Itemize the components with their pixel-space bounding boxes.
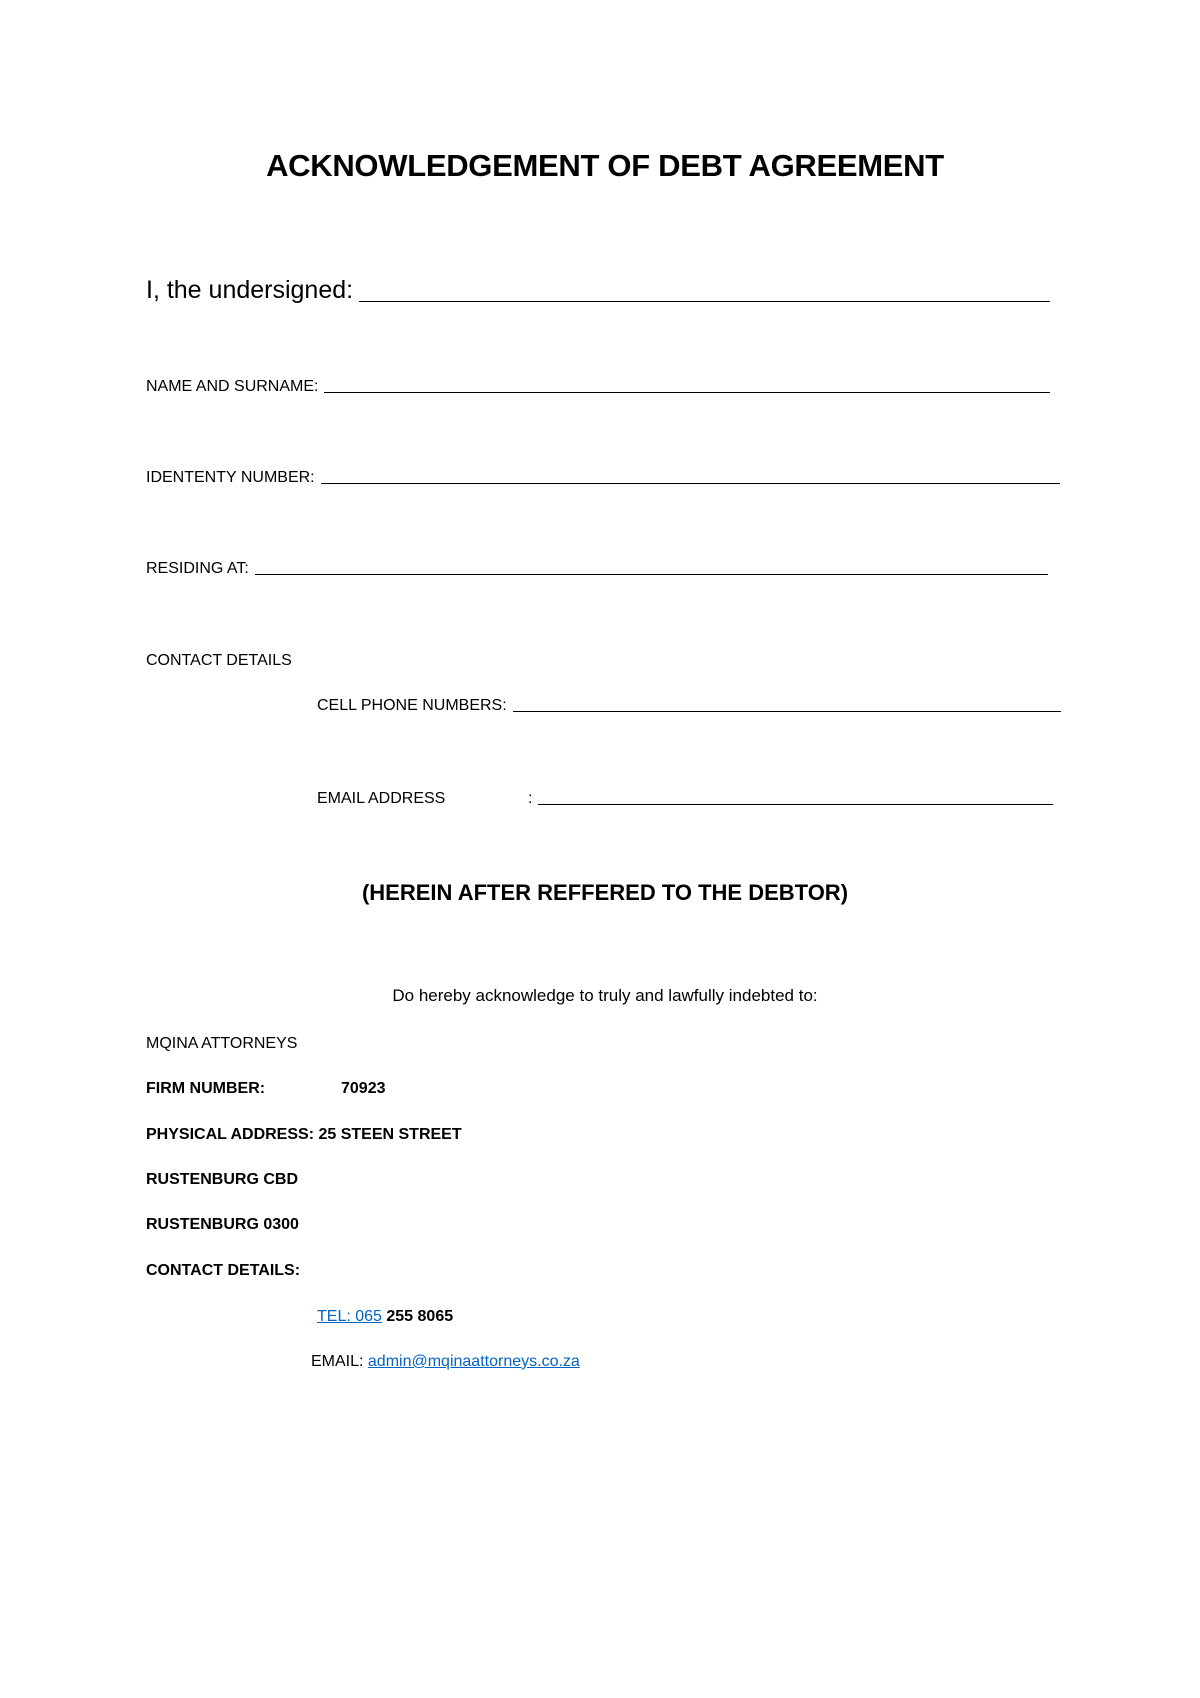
firm-number-value: 70923 [341, 1080, 386, 1097]
document-title: ACKNOWLEDGEMENT OF DEBT AGREEMENT [266, 148, 944, 183]
creditor-email-link[interactable]: admin@mqinaattorneys.co.za [367, 1353, 580, 1370]
tel-rest: 255 8065 [381, 1308, 454, 1325]
id-row [146, 469, 1060, 487]
creditor-email-label: EMAIL: [311, 1353, 368, 1370]
id-label: IDENTENTY NUMBER: [146, 469, 315, 486]
name-row [146, 378, 1050, 396]
debtor-note: (HEREIN AFTER REFFERED TO THE DEBTOR) [361, 880, 849, 905]
creditor-contact-heading: CONTACT DETAILS: [146, 1262, 301, 1279]
undersigned-label: I, the undersigned: [146, 276, 354, 304]
cell-blank-line[interactable] [513, 710, 1061, 712]
tel-link[interactable]: TEL: 065 [317, 1308, 382, 1325]
cell-row [317, 697, 1061, 715]
cell-label: CELL PHONE NUMBERS: [317, 697, 507, 714]
undersigned-row [146, 276, 1050, 305]
acknowledge-text: Do hereby acknowledge to truly and lawfully indebted to: [392, 986, 818, 1005]
name-blank-line[interactable] [324, 391, 1050, 393]
email-row [528, 790, 1053, 808]
email-colon: : [528, 790, 533, 807]
address-line-2: RUSTENBURG CBD [146, 1171, 298, 1188]
name-label: NAME AND SURNAME: [146, 378, 319, 395]
creditor-name: MQINA ATTORNEYS [146, 1035, 298, 1052]
residing-blank-line[interactable] [255, 573, 1048, 575]
email-blank-line[interactable] [538, 803, 1053, 805]
debtor-contact-heading: CONTACT DETAILS [146, 652, 292, 669]
firm-number-label: FIRM NUMBER: [146, 1080, 266, 1097]
residing-label: RESIDING AT: [146, 560, 249, 577]
residing-row [146, 560, 1048, 578]
physical-address: PHYSICAL ADDRESS: 25 STEEN STREET [146, 1126, 462, 1143]
id-blank-line[interactable] [321, 482, 1060, 484]
email-label: EMAIL ADDRESS [317, 790, 446, 807]
undersigned-blank-line[interactable] [359, 300, 1050, 302]
email-line [311, 1353, 580, 1371]
address-line-3: RUSTENBURG 0300 [146, 1216, 299, 1233]
tel-line [317, 1308, 453, 1326]
